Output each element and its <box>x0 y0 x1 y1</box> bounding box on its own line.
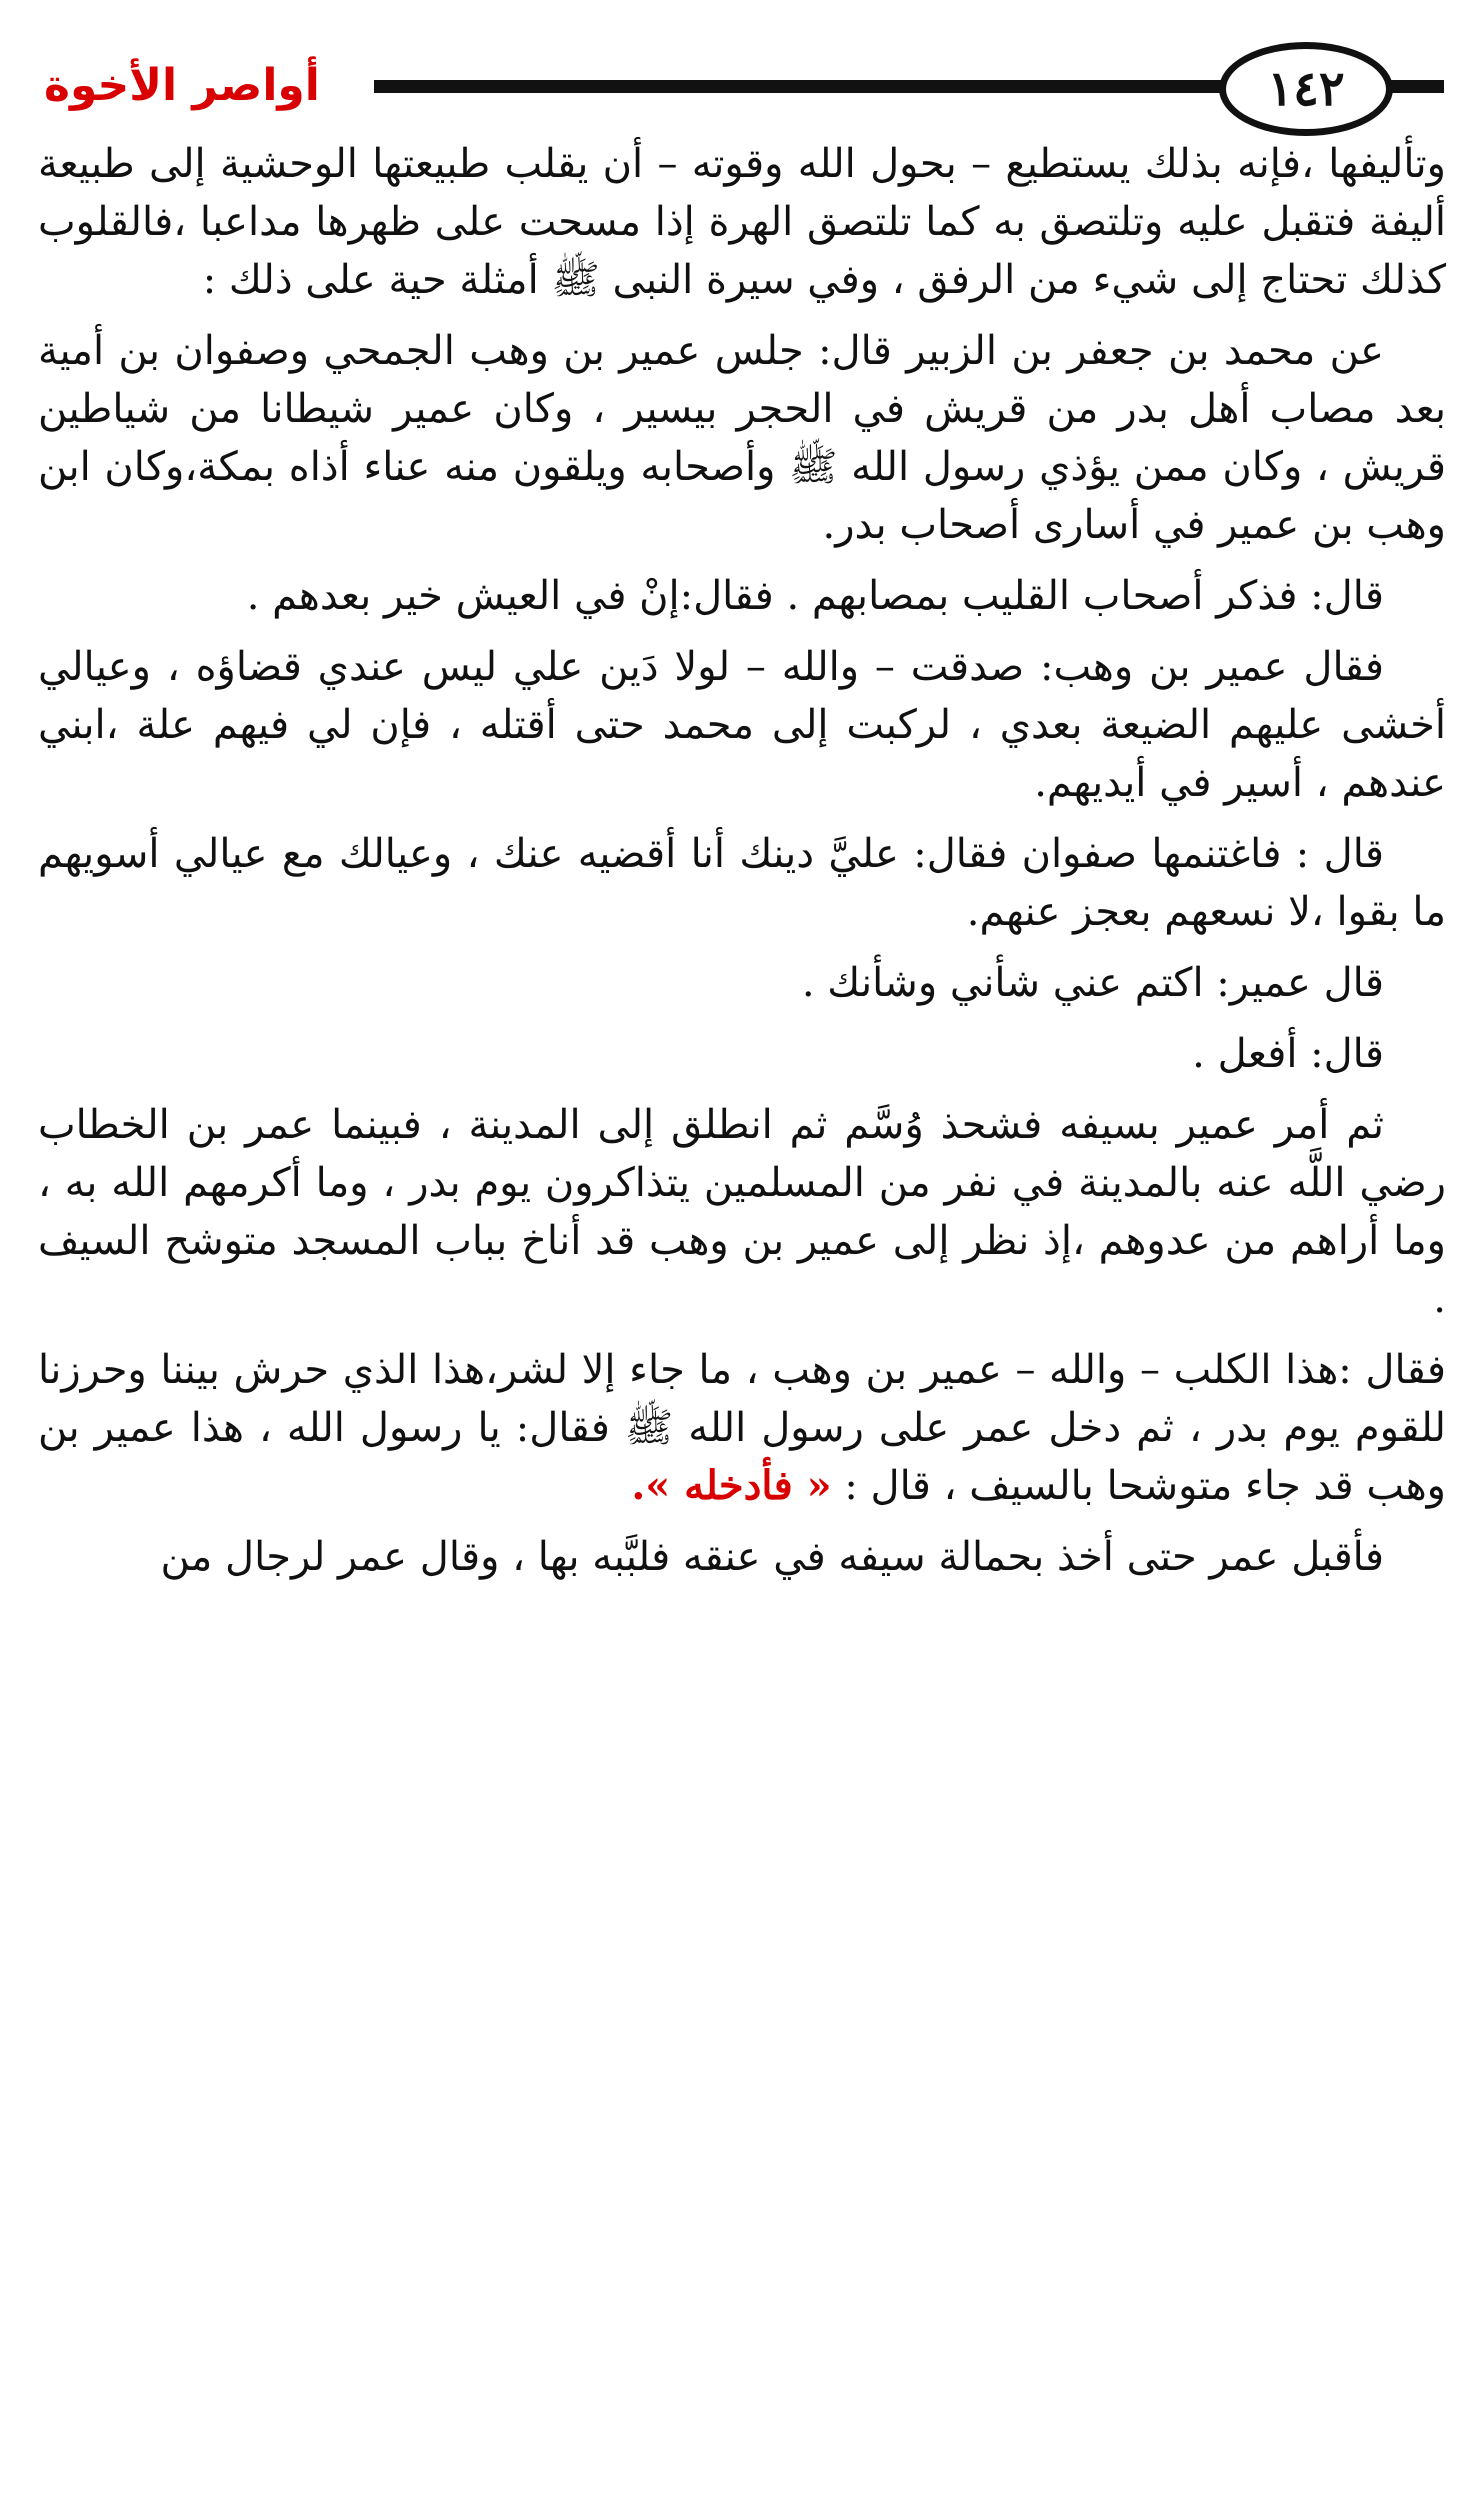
page-number: ١٤٢ <box>1219 42 1393 136</box>
paragraph-1: وتأليفها ،فإنه بذلك يستطيع – بحول الله وقوته – أن يقلب طبيعتها الوحشية إلى طبيعة أليفة فتقبل عليه وتلتصق به كما تلتصق الهرة إذا مسحت على ظهرها مداعبا ،فالقلوب كذلك تحتاج إلى شيء من الرفق ، وفي سيرة النبى ﷺ أمثلة حية على ذلك : <box>38 141 1446 303</box>
paragraph-6: قال عمير: اكتم عني شأني وشأنك . <box>801 960 1384 1006</box>
paragraph-4: فقال عمير بن وهب: صدقت – والله – لولا دَين علي ليس عندي قضاؤه ، وعيالي أخشى عليهم الضيعة بعدي ، لركبت إلى محمد حتى أقتله ، فإن لي فيهم علة ،ابني عندهم ، أسير في أيديهم. <box>38 644 1446 806</box>
prophet-quote: « فأدخله ». <box>631 1462 832 1509</box>
paragraph-8: ثم أمر عمير بسيفه فشحذ وُسَّم ثم انطلق إلى المدينة ، فبينما عمر بن الخطاب رضي اللَّه عنه بالمدينة في نفر من المسلمين يتذاكرون يوم بدر ، وما أكرمهم الله به ، وما أراهم من عدوهم ،إذ نظر إلى عمير بن وهب قد أناخ بباب المسجد متوشح السيف . <box>38 1102 1446 1322</box>
paragraph-7: قال: أفعل . <box>1192 1031 1384 1077</box>
paragraph-2: عن محمد بن جعفر بن الزبير قال: جلس عمير بن وهب الجمحي وصفوان بن أمية بعد مصاب أهل بدر من قريش في الحجر بيسير ، وكان عمير شيطانا من شياطين قريش ، وكان ممن يؤذي رسول الله ﷺ وأصحابه ويلقون منه عناء أذاه بمكة،وكان ابن وهب بن عمير في أسارى أصحاب بدر. <box>38 328 1446 548</box>
paragraph-5: قال : فاغتنمها صفوان فقال: عليَّ دينك أنا أقضيه عنك ، وعيالك مع عيالي أسويهم ما بقوا ،لا نسعهم بعجز عنهم. <box>38 831 1446 935</box>
running-title: أواصر الأخوة <box>44 48 338 124</box>
paragraph-9-text: فقال :هذا الكلب – والله – عمير بن وهب ، ما جاء إلا لشر،هذا الذي حرش بيننا وحرزنا للقوم يوم بدر ، ثم دخل عمر على رسول الله ﷺ فقال: يا رسول الله ، هذا عمير بن وهب قد جاء متوشحا بالسيف ، قال : <box>38 1347 1446 1509</box>
paragraph-10: فأقبل عمر حتى أخذ بحمالة سيفه في عنقه فلبَّبه بها ، وقال عمر لرجال من <box>160 1534 1384 1580</box>
page-body <box>38 135 1446 1599</box>
page-header <box>44 36 1444 136</box>
paragraph-3: قال: فذكر أصحاب القليب بمصابهم . فقال:إنْ في العيش خير بعدهم . <box>246 573 1384 619</box>
paragraph-9 <box>38 1341 1446 1515</box>
